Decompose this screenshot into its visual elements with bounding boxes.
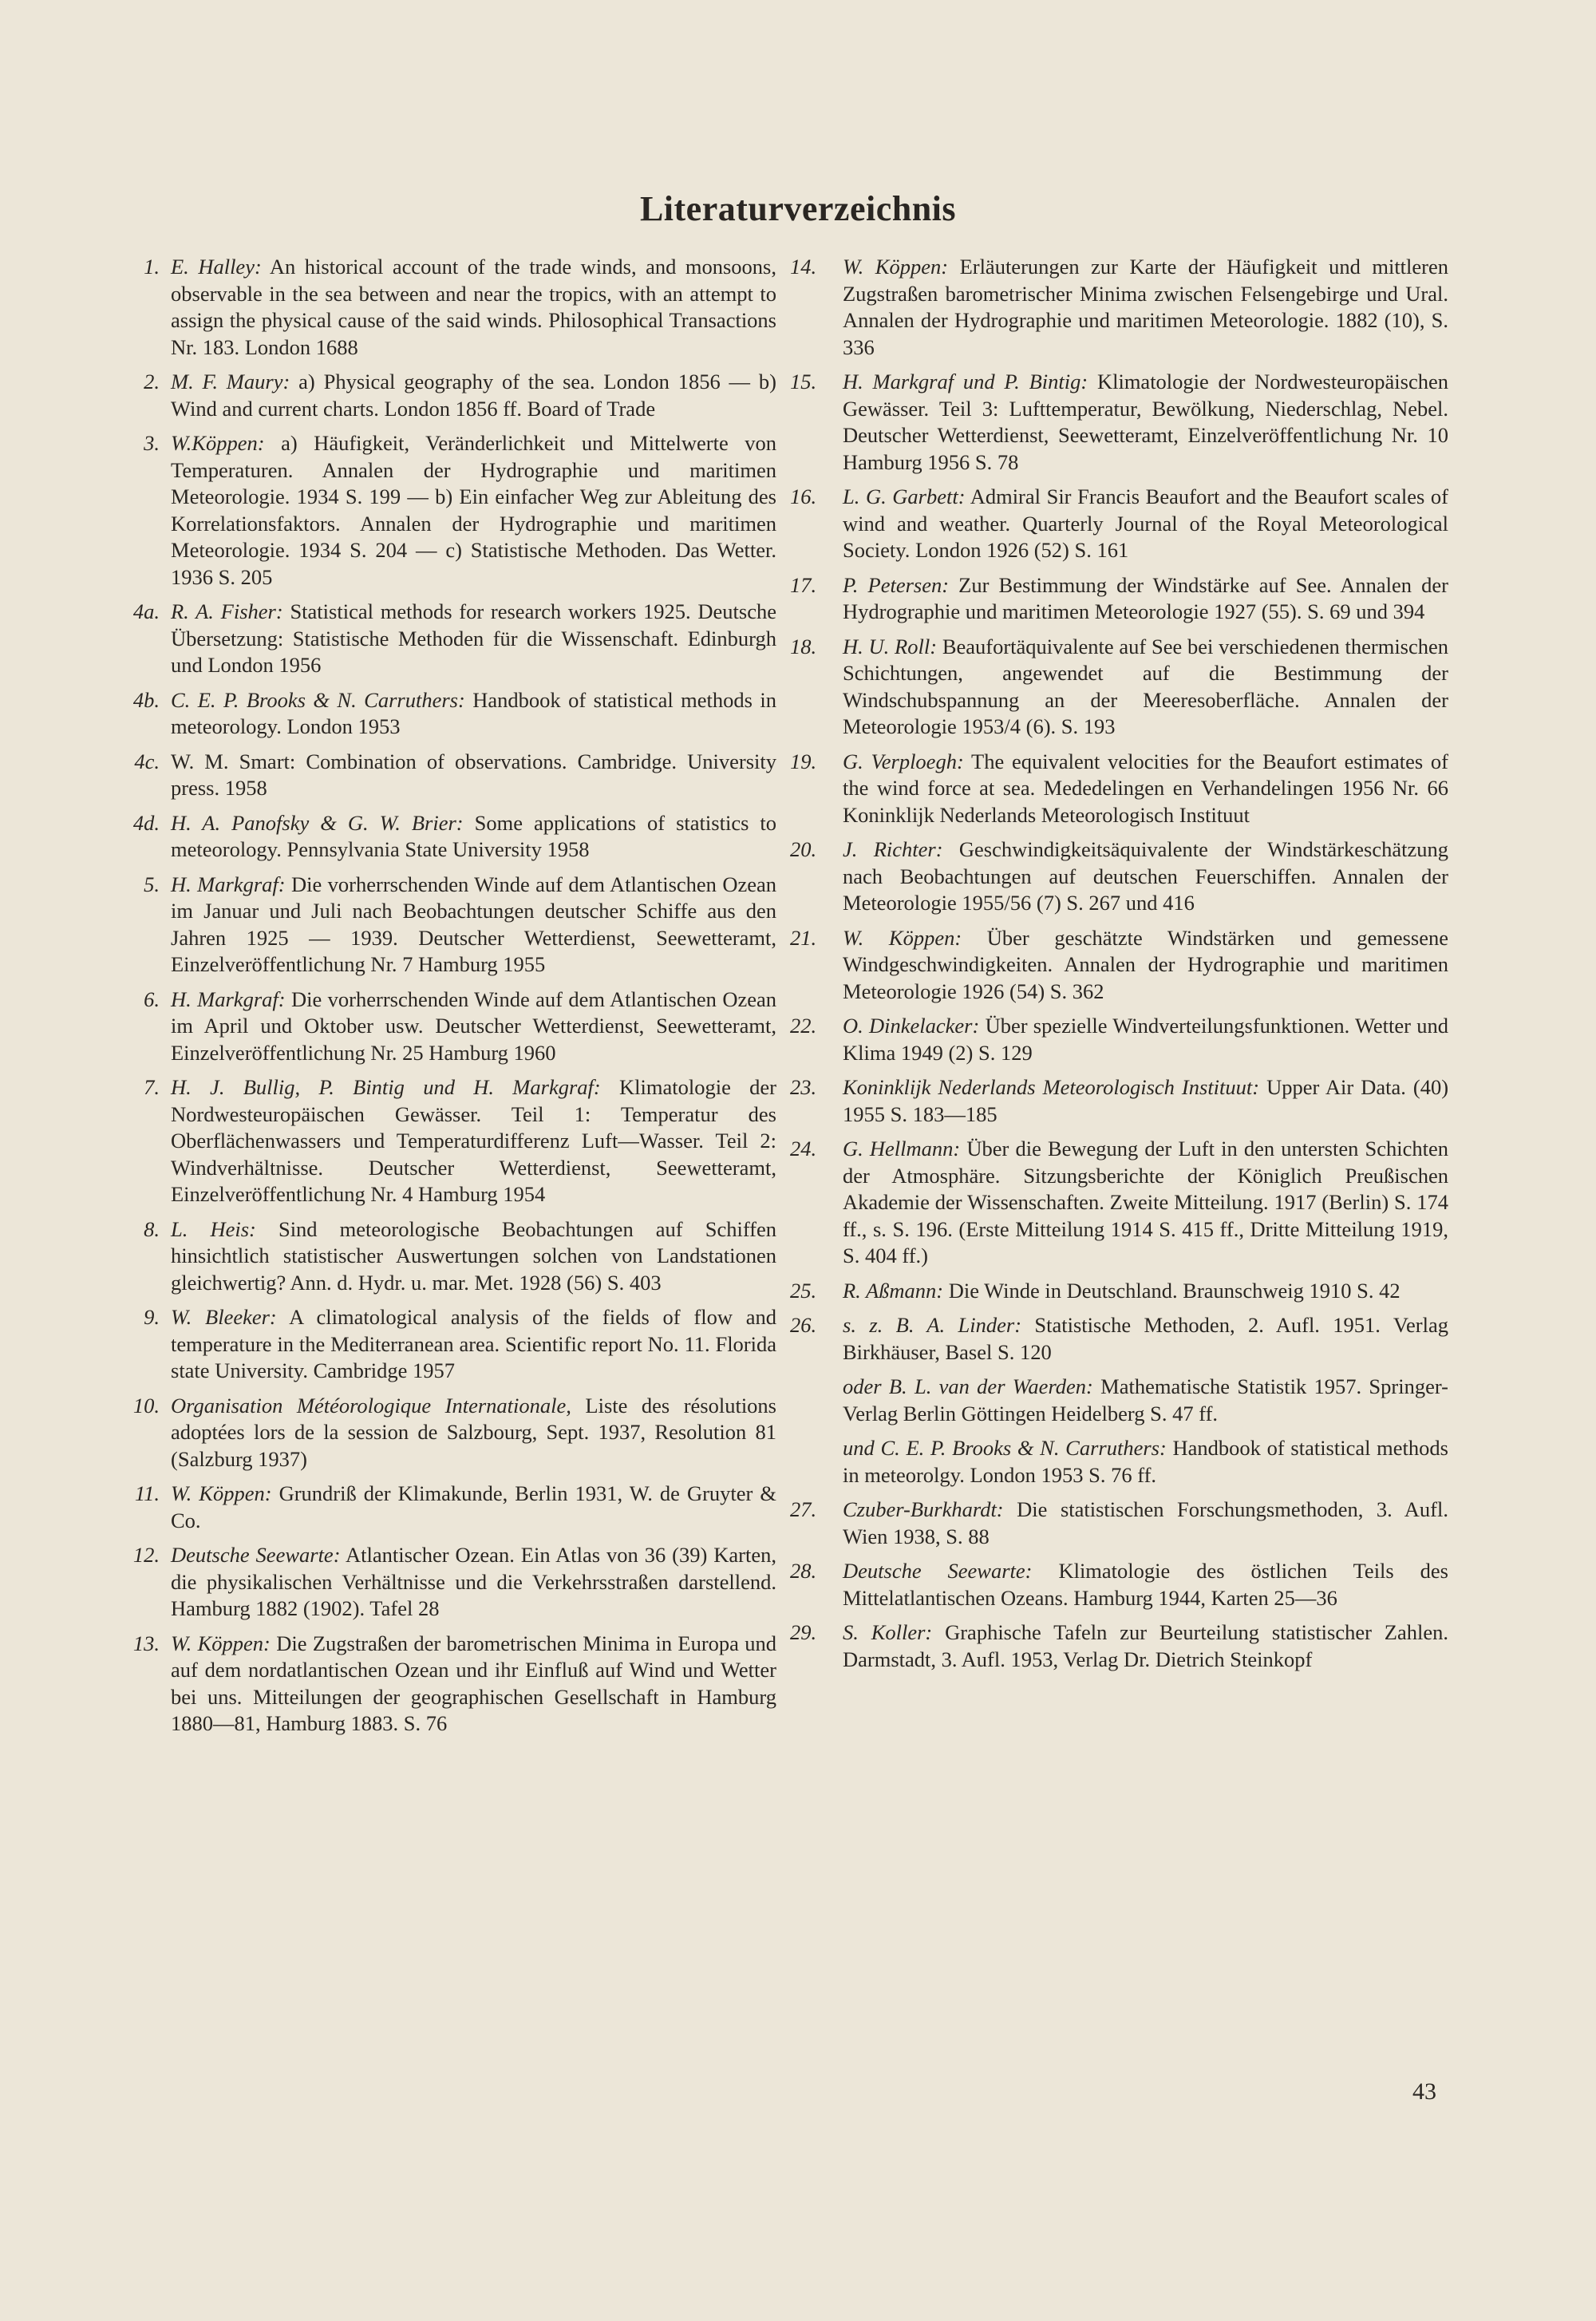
reference-text: Über spezielle Windverteilungsfunktionen. Wetter und Klima 1949 (2) S. 129 bbox=[843, 1014, 1448, 1065]
reference-number: 20. bbox=[790, 837, 817, 861]
reference-text: Die Winde in Deutschland. Braunschweig 1910 S. 42 bbox=[948, 1278, 1400, 1303]
reference-entry bbox=[118, 254, 776, 361]
reference-text: Die vorherrschenden Winde auf dem Atlantischen Ozean im Januar und Juli nach Beobachtungen deutscher Schiffe aus den Jahren 1925 — 1939. Deutscher Wetterdienst, Seewetteramt, Einzelveröffentlichung Nr. 7 Hamburg 1955 bbox=[171, 872, 777, 976]
reference-author: oder B. L. van der Waerden: bbox=[843, 1374, 1093, 1398]
reference-number: 19. bbox=[790, 749, 817, 773]
reference-entry bbox=[790, 1619, 1448, 1673]
right-column bbox=[790, 254, 1448, 1681]
reference-number: 23. bbox=[790, 1075, 817, 1099]
reference-text: Über die Bewegung der Luft in den untersten Schichten der Atmosphäre. Sitzungsberichte der Königlich Preußischen Akademie der Wissenschaften. Zweite Mitteilung. 1917 (Berlin) S. 174 ff., s. S. 196. (Erste Mitteilung 1914 S. 415 ff., Dritte Mitteilung 1919, S. 404 ff.) bbox=[843, 1137, 1448, 1267]
reference-entry bbox=[118, 1393, 776, 1473]
reference-text: Geschwindigkeitsäquivalente der Windstärkeschätzung nach Beobachtungen auf deutschen Feuerschiffen. Annalen der Meteorologie 1955/56 (7) S. 267 und 416 bbox=[843, 837, 1448, 915]
reference-number: 15. bbox=[790, 370, 817, 393]
reference-author: W. Köppen: bbox=[843, 255, 949, 279]
reference-text: a) Physical geography of the sea. London 1856 — b) Wind and current charts. London 1856 ff. Board of Trade bbox=[171, 370, 776, 421]
reference-number: 1. bbox=[144, 255, 160, 279]
reference-text: The equivalent velocities for the Beaufort estimates of the wind force at sea. Mededelingen en Verhandelingen 1956 Nr. 66 Koninklijk Nederlands Meteorologisch Instituut bbox=[843, 749, 1448, 827]
reference-entry bbox=[790, 572, 1448, 626]
reference-number: 16. bbox=[790, 484, 817, 508]
reference-text: W. M. Smart: Combination of observations. Cambridge. University press. 1958 bbox=[171, 749, 776, 800]
reference-author: R. Aßmann: bbox=[843, 1278, 944, 1303]
reference-entry bbox=[118, 749, 776, 802]
reference-entry bbox=[790, 484, 1448, 564]
page-number: 43 bbox=[1412, 2078, 1436, 2105]
reference-text: Über geschätzte Windstärken und gemessene Windgeschwindigkeiten. Annalen der Hydrographie und maritimen Meteorologie 1926 (54) S. 362 bbox=[843, 925, 1448, 1003]
reference-entry bbox=[790, 836, 1448, 917]
reference-entry bbox=[790, 1278, 1448, 1305]
reference-author: H. Markgraf: bbox=[171, 987, 286, 1011]
reference-author: Koninklijk Nederlands Meteorologisch Instituut: bbox=[843, 1075, 1260, 1099]
reference-author: M. F. Maury: bbox=[171, 370, 290, 393]
reference-text: Handbook of statistical methods in meteorology. London 1953 bbox=[171, 687, 777, 738]
reference-author: Organisation Météorologique Internationale, bbox=[171, 1393, 571, 1418]
reference-entry bbox=[118, 810, 776, 864]
reference-author: und C. E. P. Brooks & N. Carruthers: bbox=[843, 1436, 1167, 1460]
reference-entry bbox=[790, 1374, 1448, 1427]
reference-author: L. G. Garbett: bbox=[843, 484, 966, 508]
reference-number: 13. bbox=[132, 1631, 160, 1655]
page-title: Literaturverzeichnis bbox=[639, 189, 957, 228]
reference-entry bbox=[118, 1304, 776, 1385]
reference-number: 17. bbox=[790, 572, 817, 597]
reference-number: 27. bbox=[790, 1497, 817, 1521]
reference-author: Deutsche Seewarte: bbox=[843, 1559, 1033, 1583]
reference-author: G. Verploegh: bbox=[843, 749, 964, 773]
reference-entry bbox=[118, 872, 776, 979]
reference-number: 22. bbox=[790, 1014, 817, 1038]
reference-text: Liste des résolutions adoptées lors de la session de Salzbourg, Sept. 1937, Resolution 81 (Salzburg 1937) bbox=[171, 1393, 776, 1471]
reference-number: 29. bbox=[790, 1620, 817, 1644]
left-column bbox=[118, 254, 776, 1746]
reference-entry bbox=[118, 1074, 776, 1208]
reference-text: Admiral Sir Francis Beaufort and the Beaufort scales of wind and weather. Quarterly Journal of the Royal Meteorological Society. London 1926 (52) S. 161 bbox=[843, 484, 1448, 562]
reference-author: L. Heis: bbox=[171, 1216, 256, 1241]
reference-number: 14. bbox=[790, 255, 817, 279]
reference-number: 3. bbox=[144, 431, 160, 455]
reference-text: Handbook of statistical methods in meteorolgy. London 1953 S. 76 ff. bbox=[843, 1436, 1448, 1487]
reference-author: S. Koller: bbox=[843, 1620, 933, 1644]
reference-number: 4d. bbox=[132, 810, 160, 835]
reference-text: Erläuterungen zur Karte der Häufigkeit und mittleren Zugstraßen barometrischer Minima zwischen Felsengebirge und Ural. Annalen der Hydrographie und maritimen Meteorologie. 1882 (10), S. 336 bbox=[843, 255, 1448, 359]
reference-author: H. A. Panofsky & G. W. Brier: bbox=[171, 810, 464, 835]
reference-number: 7. bbox=[144, 1075, 160, 1099]
reference-author: W.Köppen: bbox=[171, 431, 265, 455]
reference-text: Statistische Methoden, 2. Aufl. 1951. Verlag Birkhäuser, Basel S. 120 bbox=[843, 1313, 1448, 1364]
reference-text: Die vorherrschenden Winde auf dem Atlantischen Ozean im April und Oktober usw. Deutscher Wetterdienst, Seewetteramt, Einzelveröffentlichung Nr. 25 Hamburg 1960 bbox=[171, 987, 777, 1065]
reference-author: H. Markgraf: bbox=[171, 872, 286, 896]
reference-author: J. Richter: bbox=[843, 837, 943, 861]
reference-number: 18. bbox=[790, 634, 817, 658]
reference-entry bbox=[118, 987, 776, 1067]
reference-number: 9. bbox=[144, 1305, 160, 1329]
reference-entry bbox=[790, 1558, 1448, 1611]
reference-entry bbox=[790, 749, 1448, 829]
reference-author: P. Petersen: bbox=[843, 572, 950, 597]
reference-number: 26. bbox=[790, 1313, 817, 1337]
reference-number: 8. bbox=[144, 1216, 160, 1241]
reference-number: 24. bbox=[790, 1137, 817, 1160]
reference-entry bbox=[118, 430, 776, 591]
reference-entry bbox=[118, 1542, 776, 1623]
reference-author: C. E. P. Brooks & N. Carruthers: bbox=[171, 687, 465, 712]
reference-text: Upper Air Data. (40) 1955 S. 183—185 bbox=[843, 1075, 1449, 1126]
reference-text: An historical account of the trade winds, and monsoons, observable in the sea between and near the tropics, with an attempt to assign the physical cause of the said winds. Philosophical Transactions Nr. 183. London 1688 bbox=[171, 255, 776, 359]
reference-entry bbox=[790, 254, 1448, 361]
reference-text: Grundriß der Klimakunde, Berlin 1931, W. de Gruyter & Co. bbox=[171, 1481, 777, 1532]
reference-number: 12. bbox=[132, 1543, 160, 1567]
reference-number: 28. bbox=[790, 1559, 817, 1583]
reference-text: Zur Bestimmung der Windstärke auf See. Annalen der Hydrographie und maritimen Meteorologie 1927 (55). S. 69 und 394 bbox=[843, 572, 1449, 623]
reference-entry bbox=[118, 1216, 776, 1297]
reference-number: 4b. bbox=[132, 687, 160, 712]
reference-author: H. J. Bullig, P. Bintig und H. Markgraf: bbox=[171, 1075, 601, 1099]
reference-number: 25. bbox=[790, 1278, 817, 1303]
reference-author: W. Köppen: bbox=[171, 1481, 272, 1505]
reference-text: Sind meteorologische Beobachtungen auf Schiffen hinsichtlich statistischer Auswertungen solchen von Landstationen gleichwertig? Ann. d. Hydr. u. mar. Met. 1928 (56) S. 403 bbox=[171, 1216, 777, 1295]
reference-text: Klimatologie der Nordwesteuropäischen Gewässer. Teil 1: Temperatur des Oberflächenwassers und Temperaturdifferenz Luft—Wasser. Teil 2: Windverhältnisse. Deutscher Wetterdienst, Seewetteramt, Einzelveröffentlichung Nr. 4 Hamburg 1954 bbox=[171, 1075, 776, 1206]
reference-text: Mathematische Statistik 1957. Springer-Verlag Berlin Göttingen Heidelberg S. 47 ff. bbox=[843, 1374, 1448, 1425]
reference-author: W. Köppen: bbox=[171, 1631, 271, 1655]
reference-entry bbox=[790, 1497, 1448, 1550]
reference-entry bbox=[118, 369, 776, 422]
reference-entry bbox=[790, 634, 1448, 741]
reference-entry bbox=[118, 687, 776, 741]
reference-text: a) Häufigkeit, Veränderlichkeit und Mittelwerte von Temperaturen. Annalen der Hydrographie und maritimen Meteorologie. 1934 S. 199 — b) Ein einfacher Weg zur Ableitung des Korrelationsfaktors. Annalen der Hydrographie und maritimen Meteorologie. 1934 S. 204 — c) Statistische Methoden. Das Wetter. 1936 S. 205 bbox=[171, 431, 776, 589]
reference-author: W. Bleeker: bbox=[171, 1305, 277, 1329]
reference-text: Klimatologie der Nordwesteuropäischen Gewässer. Teil 3: Lufttemperatur, Bewölkung, Niederschlag, Nebel. Deutscher Wetterdienst, Seewetteramt, Einzelveröffentlichung Nr. 10 Hamburg 1956 S. 78 bbox=[843, 370, 1449, 474]
reference-number: 2. bbox=[144, 370, 160, 393]
reference-text: Die statistischen Forschungsmethoden, 3. Aufl. Wien 1938, S. 88 bbox=[843, 1497, 1448, 1548]
reference-entry bbox=[790, 369, 1448, 476]
reference-author: W. Köppen: bbox=[843, 925, 962, 950]
reference-author: G. Hellmann: bbox=[843, 1137, 961, 1160]
reference-number: 4a. bbox=[132, 599, 160, 623]
reference-number: 11. bbox=[134, 1481, 160, 1505]
reference-number: 4c. bbox=[134, 749, 160, 773]
reference-number: 21. bbox=[790, 925, 817, 950]
reference-text: Atlantischer Ozean. Ein Atlas von 36 (39) Karten, die physikalischen Verhältnisse und die Verkehrsstraßen darstellend. Hamburg 1882 (1902). Tafel 28 bbox=[171, 1543, 776, 1620]
reference-author: H. U. Roll: bbox=[843, 634, 938, 658]
reference-author: E. Halley: bbox=[171, 255, 262, 279]
reference-text: Beaufortäquivalente auf See bei verschiedenen thermischen Schichtungen, angewendet auf die Bestimmung der Windschubspannung an der Meeresoberfläche. Annalen der Meteorologie 1953/4 (6). S. 193 bbox=[843, 634, 1449, 738]
reference-entry bbox=[118, 1481, 776, 1534]
reference-author: s. z. B. A. Linder: bbox=[843, 1313, 1022, 1337]
reference-number: 5. bbox=[144, 872, 160, 896]
reference-text: Statistical methods for research workers 1925. Deutsche Übersetzung: Statistische Methoden für die Wissenschaft. Edinburgh und London 1956 bbox=[171, 599, 777, 677]
reference-text: Some applications of statistics to meteorology. Pennsylvania State University 1958 bbox=[171, 810, 777, 861]
reference-text: A climatological analysis of the fields of flow and temperature in the Mediterranean area. Scientific report No. 11. Florida state University. Cambridge 1957 bbox=[171, 1305, 776, 1382]
reference-text: Graphische Tafeln zur Beurteilung statistischer Zahlen. Darmstadt, 3. Aufl. 1953, Verlag Dr. Dietrich Steinkopf bbox=[843, 1620, 1448, 1671]
reference-entry bbox=[790, 1013, 1448, 1066]
reference-author: Czuber-Burkhardt: bbox=[843, 1497, 1004, 1521]
reference-author: H. Markgraf und P. Bintig: bbox=[843, 370, 1088, 393]
reference-text: Klimatologie des östlichen Teils des Mittelatlantischen Ozeans. Hamburg 1944, Karten 25—36 bbox=[843, 1559, 1448, 1610]
reference-entry bbox=[790, 1074, 1448, 1128]
reference-entry bbox=[790, 1312, 1448, 1366]
reference-entry bbox=[118, 1631, 776, 1738]
reference-entry bbox=[790, 1435, 1448, 1489]
reference-number: 6. bbox=[144, 987, 160, 1011]
reference-text: Die Zugstraßen der barometrischen Minima in Europa und auf dem nordatlantischen Ozean und ihr Einfluß auf Wind und Wetter bei uns. Mitteilungen der geographischen Gesellschaft in Hamburg 1880—81, Hamburg 1883. S. 76 bbox=[171, 1631, 777, 1735]
reference-number: 10. bbox=[132, 1393, 160, 1418]
reference-entry bbox=[790, 925, 1448, 1006]
reference-entry bbox=[790, 1136, 1448, 1270]
reference-author: O. Dinkelacker: bbox=[843, 1014, 980, 1038]
reference-entry bbox=[118, 599, 776, 679]
reference-author: Deutsche Seewarte: bbox=[171, 1543, 341, 1567]
reference-author: R. A. Fisher: bbox=[171, 599, 283, 623]
